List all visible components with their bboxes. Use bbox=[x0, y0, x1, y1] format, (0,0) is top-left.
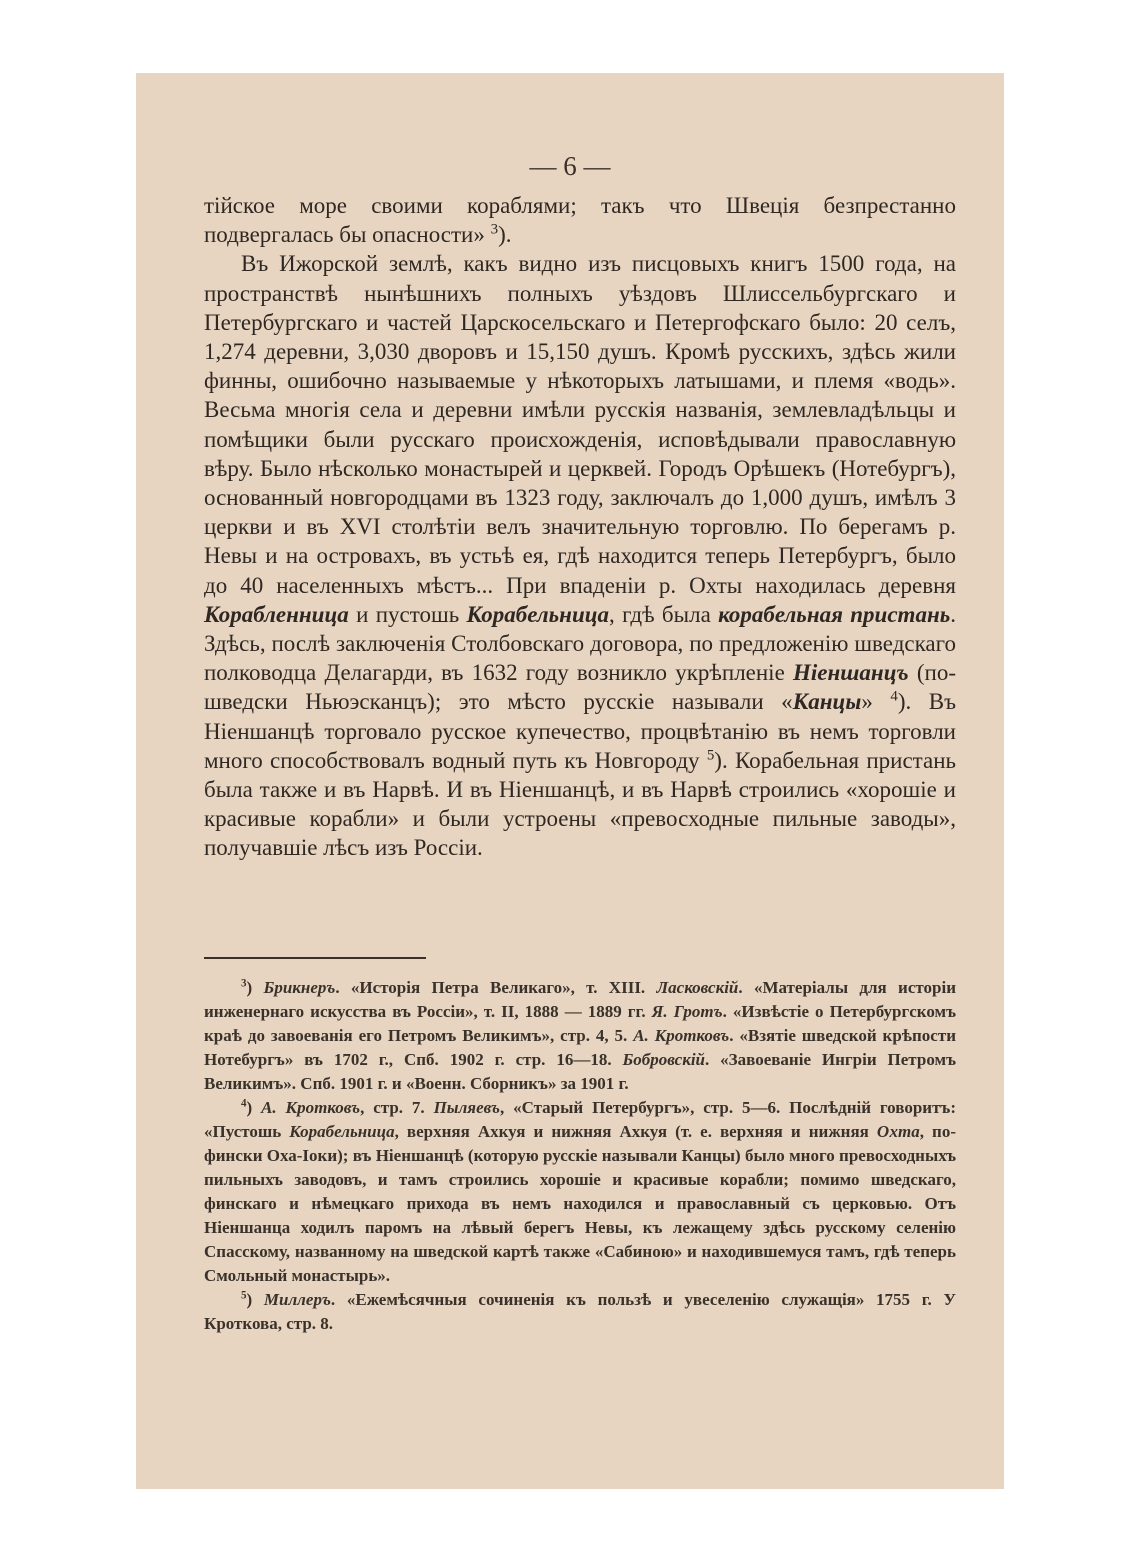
footnote-4: $^4$) А. Кротковъ, стр. 7. Пыляевъ, «Старый Петербургъ», стр. 5—6. Послѣдній говоритъ: «Пустошь Корабельница, верхняя Ахкуя и нижняя Ахкуя (т. е. верхняя и нижняя Охта, по-фински Оха-Іоки); въ Ніеншанцѣ (которую русскіе называли Канцы) было много превосходныхъ пильныхъ заводовъ, и тамъ строились хорошіе и красивые корабли; помимо шведскаго, финскаго и нѣмецкаго прихода въ немъ находился и православный съ церковью. Отъ Ніеншанца ходилъ паромъ на лѣвый берегъ Невы, къ лежащему здѣсь русскому селенію Спасскому, названному на шведской картѣ также «Сабиною» и находившемуся тамъ, гдѣ теперь Смольный монастырь». bbox=[204, 1097, 957, 1285]
emphasis-korabelnaya-pristan: корабельная пристань bbox=[718, 601, 951, 627]
paragraph-2 bbox=[204, 249, 956, 862]
footnote-3-text-4: . «Взятіе шведской крѣпости Нотебургъ» въ 1702 г., Спб. 1902 г. стр. 16—18. bbox=[204, 1026, 956, 1069]
footnote-4-emphasis-4: Охта bbox=[876, 1122, 920, 1141]
paragraph-2-text-7: ). Въ Ніеншанцѣ торговало русское купечество, процвѣтанію въ немъ торговли много способствовалъ водный путь къ Новгороду bbox=[204, 689, 956, 773]
paragraph-2-text-3: , гдѣ была bbox=[609, 601, 719, 627]
footnote-3: $^3$) Брикнеръ. «Исторія Петра Великаго», т. XIII. Ласковскій. «Матеріалы для исторіи инженернаго искусства въ Россіи», т. II, 1888 — 1889 гг. Я. Гротъ. «Извѣстіе о Петербургскомъ краѣ до завоеванія его Петромъ Великимъ», стр. 4, 5. А. Кротковъ. «Взятіе шведской крѣпости Нотебургъ» въ 1702 г., Спб. 1902 г. стр. 16—18. Бобровскій. «Завоеваніе Ингріи Петромъ Великимъ». Спб. 1901 г. и «Военн. Сборникъ» за 1901 г. bbox=[204, 977, 957, 1093]
footnote-divider bbox=[204, 957, 426, 959]
emphasis-korabelnitsa: Корабельница bbox=[466, 601, 610, 627]
paragraph-1-end: ). bbox=[498, 222, 512, 248]
footnote-ref-5[interactable]: 5 bbox=[706, 747, 715, 764]
footnote-4-text-4: , по-фински Оха-Іоки); въ Ніеншанцѣ (которую русскіе называли Канцы) было много превосходныхъ пильныхъ заводовъ, и тамъ строились хорошіе и красивые корабли; помимо шведскаго, финскаго и нѣмецкаго прихода въ немъ находился и православный съ церковью. Отъ Ніеншанца ходилъ паромъ на лѣвый берегъ Невы, къ лежащему здѣсь русскому селенію Спасскому, названному на шведской картѣ также «Сабиною» и находившемуся тамъ, гдѣ теперь Смольный монастырь». bbox=[204, 1122, 956, 1285]
footnote-3-author-3: Я. Гротъ bbox=[651, 1002, 723, 1021]
footnote-ref-4[interactable]: 4 bbox=[890, 688, 898, 705]
footnote-4-mark: 4 bbox=[241, 1097, 247, 1110]
footnote-3-text-2: . «Матеріалы для исторіи инженернаго искусства въ Россіи», т. II, 1888 — 1889 гг. bbox=[204, 978, 956, 1021]
footnote-5-text-1: . «Ежемѣсячныя сочиненія къ пользѣ и увеселенію служащія» 1755 г. У Кроткова, стр. 8. bbox=[204, 1290, 956, 1333]
main-text bbox=[204, 191, 956, 863]
footnote-4-text-2: , «Старый Петербургъ», стр. 5—6. Послѣдній говоритъ: «Пустошь bbox=[204, 1098, 957, 1141]
footnote-4-author-2: Пыляевъ bbox=[433, 1098, 500, 1117]
footnote-3-text-5: . «Завоеваніе Ингріи Петромъ Великимъ». Спб. 1901 г. и «Военн. Сборникъ» за 1901 г. bbox=[204, 1050, 956, 1093]
footnote-3-text-1: . «Исторія Петра Великаго», т. XIII. bbox=[335, 978, 657, 997]
emphasis-nienshants: Ніеншанцъ bbox=[793, 660, 909, 686]
footnote-3-author-5: Бобровскій bbox=[622, 1050, 705, 1069]
paragraph-2-text-2: и пустошь bbox=[348, 601, 467, 627]
paragraph-2-text-5: (по-шведски Ньюэсканцъ); это мѣсто русскіе называли « bbox=[204, 660, 956, 715]
paragraph-2-text-1: Въ Ижорской землѣ, какъ видно изъ писцовыхъ книгъ 1500 года, на пространствѣ нынѣшнихъ полныхъ уѣздовъ Шлиссельбургскаго и Петербургскаго и частей Царскосельскаго и Петергофскаго было: 20 селъ, 1,274 деревни, 3,030 дворовъ и 15,150 душъ. Кромѣ русскихъ, здѣсь жили финны, ошибочно называемые у нѣкоторыхъ латышами, и племя «водь». Весьма многія села и деревни имѣли русскія названія, землевладѣльцы и помѣщики были русскаго происхожденія, исповѣдывали православную вѣру. Было нѣсколько монастырей и церквей. Городъ Орѣшекъ (Нотебургъ), основанный новгородцами въ 1323 году, заключалъ до 1,000 душъ, имѣлъ 3 церкви и въ XVI столѣтіи велъ значительную торговлю. По берегамъ р. Невы и на островахъ, въ устьѣ ея, гдѣ находится теперь Петербургъ, было до 40 населенныхъ мѣстъ... При впаденіи р. Охты находилась деревня bbox=[204, 251, 956, 598]
footnote-3-text-3: . «Извѣстіе о Петербургскомъ краѣ до завоеванія его Петромъ Великимъ», стр. 4, 5. bbox=[204, 1002, 957, 1045]
footnotes bbox=[204, 976, 956, 1336]
footnote-5-author-1: Миллеръ bbox=[263, 1290, 331, 1309]
paragraph-2-text-4: . Здѣсь, послѣ заключенія Столбовскаго договора, по предложенію шведскаго полководца Делагарди, въ 1632 году возникло укрѣпленіе bbox=[204, 601, 956, 686]
emphasis-korablennitsa: Корабленница bbox=[204, 601, 349, 627]
footnote-3-mark: 3 bbox=[241, 977, 247, 990]
page-number: — 6 — bbox=[529, 151, 611, 181]
paragraph-2-text-6: » bbox=[861, 689, 891, 715]
footnote-4-text-3: , верхняя Ахкуя и нижняя Ахкуя (т. е. верхняя и нижняя bbox=[394, 1122, 877, 1141]
footnote-4-author-1: А. Кротковъ bbox=[261, 1098, 361, 1117]
footnote-4-emphasis-3: Корабельница bbox=[289, 1122, 395, 1141]
footnote-3-author-4: А. Кротковъ bbox=[633, 1026, 730, 1045]
footnote-5: $^5$) Миллеръ. «Ежемѣсячныя сочиненія къ пользѣ и увеселенію служащія» 1755 г. У Кроткова, стр. 8. bbox=[204, 1289, 956, 1333]
footnote-ref-3[interactable]: 3 bbox=[490, 221, 499, 238]
book-page bbox=[136, 73, 1004, 1489]
paragraph-1-text: тійское море своими кораблями; такъ что Швеція безпрестанно подвергалась бы опасности» bbox=[204, 193, 956, 248]
footnote-5-mark: 5 bbox=[241, 1289, 247, 1302]
footnote-4-text-1: , стр. 7. bbox=[360, 1098, 434, 1117]
paragraph-2-text-8: ). Корабельная пристань была также и въ Нарвѣ. И въ Ніеншанцѣ, и въ Нарвѣ строились «хорошіе и красивые корабли» и были устроены «превосходные пильные заводы», получавшіе лѣсъ изъ Россіи. bbox=[204, 747, 956, 861]
footnote-3-author-2: Ласковскій bbox=[656, 978, 739, 997]
footnote-3-author-1: Брикнеръ bbox=[263, 978, 336, 997]
emphasis-kantsy: Канцы bbox=[792, 689, 862, 715]
paragraph-1 bbox=[204, 191, 956, 249]
